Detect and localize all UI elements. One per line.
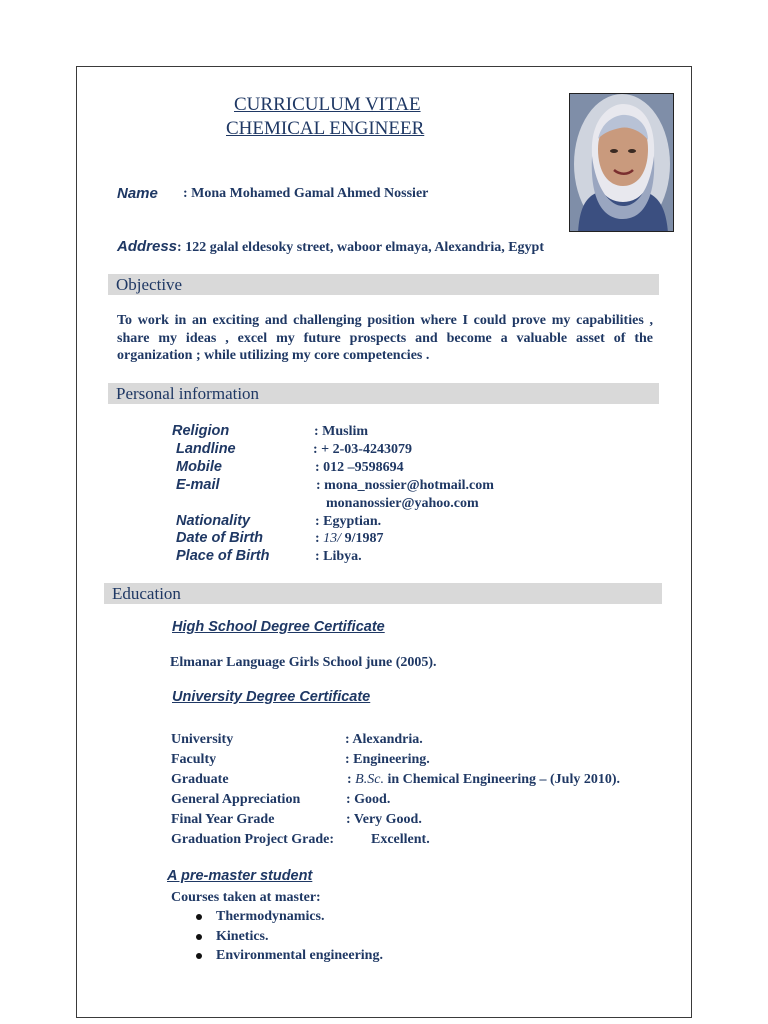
project-grade-value: Excellent. — [371, 832, 430, 847]
nationality-label: Nationality — [176, 513, 251, 529]
course-item: Kinetics. — [196, 929, 269, 945]
personal-heading-text: Personal information — [116, 384, 260, 403]
bullet-icon — [196, 934, 202, 940]
faculty-label: Faculty — [171, 752, 217, 767]
high-school-text: Elmanar Language Girls School june (2005). — [170, 655, 437, 670]
final-grade-label: Final Year Grade — [171, 812, 275, 827]
premaster-title: A pre-master student — [167, 868, 313, 884]
personal-heading — [108, 383, 659, 404]
high-school-title: High School Degree Certificate — [172, 619, 385, 635]
cv-subtitle: CHEMICAL ENGINEER — [226, 118, 425, 139]
pob-label: Place of Birth — [176, 548, 270, 564]
objective-heading-text: Objective — [116, 275, 183, 294]
university-value: : Alexandria. — [345, 732, 423, 747]
education-heading-text: Education — [112, 584, 181, 603]
appreciation-label: General Appreciation — [171, 792, 301, 807]
final-grade-value: : Very Good. — [346, 812, 422, 827]
name-label: Name — [117, 185, 158, 202]
graduate-label: Graduate — [171, 772, 229, 787]
email-value-1[interactable]: : mona_nossier@hotmail.com — [316, 478, 494, 493]
address-line — [117, 238, 544, 256]
course-item: Thermodynamics. — [196, 909, 325, 925]
university-title: University Degree Certificate — [172, 689, 371, 705]
mobile-label: Mobile — [176, 459, 222, 475]
graduate-value: : B.Sc. in Chemical Engineering – (July 2010). — [347, 772, 620, 787]
education-heading — [104, 583, 662, 604]
mobile-value: : 012 –9598694 — [315, 460, 404, 475]
dob-label: Date of Birth — [176, 530, 263, 546]
project-grade-label: Graduation Project Grade: — [171, 832, 335, 847]
appreciation-value: : Good. — [346, 792, 391, 807]
email-value-2[interactable]: monanossier@yahoo.com — [326, 496, 479, 511]
name-value: : Mona Mohamed Gamal Ahmed Nossier — [183, 186, 429, 201]
religion-value: : Muslim — [314, 424, 369, 439]
courses-intro: Courses taken at master: — [171, 890, 321, 905]
bullet-icon — [196, 914, 202, 920]
address-value: : 122 galal eldesoky street, waboor elmaya, Alexandria, Egypt — [177, 240, 544, 255]
objective-text: To work in an exciting and challenging position where I could prove my capabilities , share my ideas , excel my future prospects and become a valuable asset of the organization ; while utilizing my core competencies . — [117, 313, 653, 363]
cv-title: CURRICULUM VITAE — [234, 94, 421, 115]
university-label: University — [171, 732, 234, 747]
religion-label: Religion — [172, 423, 230, 439]
landline-value: : + 2-03-4243079 — [313, 442, 412, 457]
address-label: Address — [117, 238, 178, 255]
dob-value: : 13/ 9/1987 — [315, 531, 384, 546]
profile-photo — [569, 93, 674, 232]
bullet-icon — [196, 953, 202, 959]
email-label: E-mail — [176, 477, 220, 493]
course-item: Environmental engineering. — [196, 948, 383, 964]
faculty-value: : Engineering. — [345, 752, 430, 767]
landline-label: Landline — [176, 441, 236, 457]
pob-value: : Libya. — [315, 549, 362, 564]
objective-heading — [108, 274, 659, 295]
nationality-value: : Egyptian. — [315, 514, 382, 529]
